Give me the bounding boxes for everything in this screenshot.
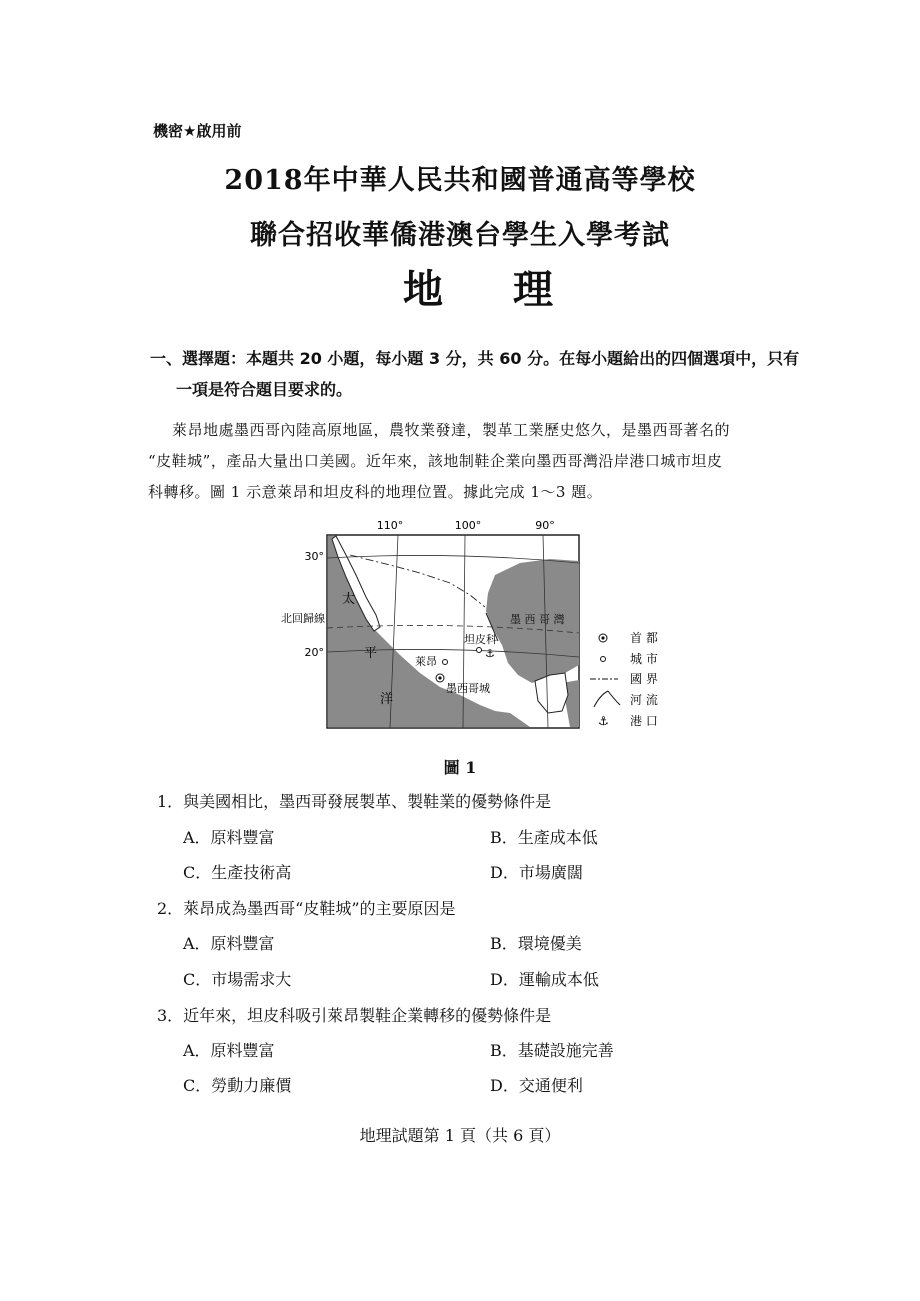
legend-border: 國 界: [630, 672, 658, 686]
passage-line-1: 萊昂地處墨西哥內陸高原地區，農牧業發達，製革工業歷史悠久，是墨西哥著名的: [172, 421, 731, 439]
lat-label-20: 20°: [304, 646, 324, 659]
q1-option-a: A．原料豐富: [183, 828, 275, 847]
q2-option-c: C．市場需求大: [183, 970, 292, 989]
confidential-label: 機密★啟用前: [153, 122, 242, 140]
q3-option-c: C．勞動力廉價: [183, 1076, 292, 1095]
legend-city: 城 市: [630, 652, 658, 666]
legend-port: 港 口: [630, 714, 658, 728]
ocean-char-1: 太: [342, 592, 356, 607]
city-label-tampico: 坦皮科: [464, 633, 497, 646]
question-1-stem: 1．與美國相比，墨西哥發展製革、製鞋業的優勢條件是: [157, 792, 552, 811]
passage-line-3: 科轉移。圖 1 示意萊昂和坦皮科的地理位置。據此完成 1～3 題。: [148, 483, 603, 501]
river-symbol: [594, 691, 620, 707]
city-marker-leon: [443, 660, 448, 665]
subject-char-1: 地: [403, 266, 443, 313]
legend-river: 河 流: [630, 693, 658, 707]
lat-label-30: 30°: [304, 550, 324, 563]
city-marker-tampico: [477, 648, 482, 653]
subject-char-2: 理: [513, 266, 553, 313]
section-line-1: 一、選擇題：本題共 20 小題，每小題 3 分，共 60 分。在每小題給出的四個選項中，只有: [150, 349, 800, 368]
map-legend: [590, 630, 658, 728]
city-symbol: [601, 657, 606, 662]
q3-option-a: A．原料豐富: [183, 1041, 275, 1060]
q2-option-d: D．運輸成本低: [490, 970, 599, 989]
ocean-char-3: 洋: [380, 692, 394, 707]
ocean-char-2: 平: [364, 646, 378, 661]
legend-capital: 首 都: [630, 631, 658, 645]
reading-passage: [148, 415, 812, 508]
question-2-stem: 2．萊昂成為墨西哥“皮鞋城”的主要原因是: [157, 899, 456, 918]
port-symbol: ⚓: [598, 714, 609, 728]
section-line-2: 一項是符合題目要求的。: [176, 380, 353, 399]
capital-symbol-dot: [601, 636, 604, 639]
lon-label-90: 90°: [535, 519, 555, 532]
q2-option-b: B．環境優美: [490, 934, 582, 953]
subject-title: [403, 258, 553, 315]
page-footer: 地理試題第 1 頁（共 6 頁）: [359, 1126, 561, 1145]
passage-line-2: “皮鞋城”，產品大量出口美國。近年來，該地制鞋企業向墨西哥灣沿岸港口城市坦皮: [148, 452, 723, 470]
q2-option-a: A．原料豐富: [183, 934, 275, 953]
lon-label-110: 110°: [376, 519, 404, 532]
q1-option-d: D．市場廣闊: [490, 863, 583, 882]
section-instructions: [150, 343, 810, 405]
location-map: [280, 515, 680, 735]
gulf-label: 墨 西 哥 灣: [510, 613, 565, 626]
q1-option-c: C．生產技術高: [183, 863, 292, 882]
capital-label: 墨西哥城: [446, 682, 490, 695]
city-label-leon: 萊昂: [415, 655, 437, 668]
exam-title-line2: 聯合招收華僑港澳台學生入學考試: [250, 220, 670, 251]
q3-option-b: B．基礎設施完善: [490, 1041, 614, 1060]
q1-option-b: B．生產成本低: [490, 828, 598, 847]
lon-label-100: 100°: [454, 519, 482, 532]
capital-marker-dot: [438, 676, 441, 679]
tropic-label: 北回歸線: [281, 612, 325, 625]
question-3-stem: 3．近年來，坦皮科吸引萊昂製鞋企業轉移的優勢條件是: [157, 1006, 552, 1025]
figure-caption: 圖 1: [443, 758, 477, 777]
exam-title-line1: 2018年中華人民共和國普通高等學校: [224, 165, 696, 196]
port-icon: ⚓: [485, 647, 495, 660]
q3-option-d: D．交通便利: [490, 1076, 583, 1095]
